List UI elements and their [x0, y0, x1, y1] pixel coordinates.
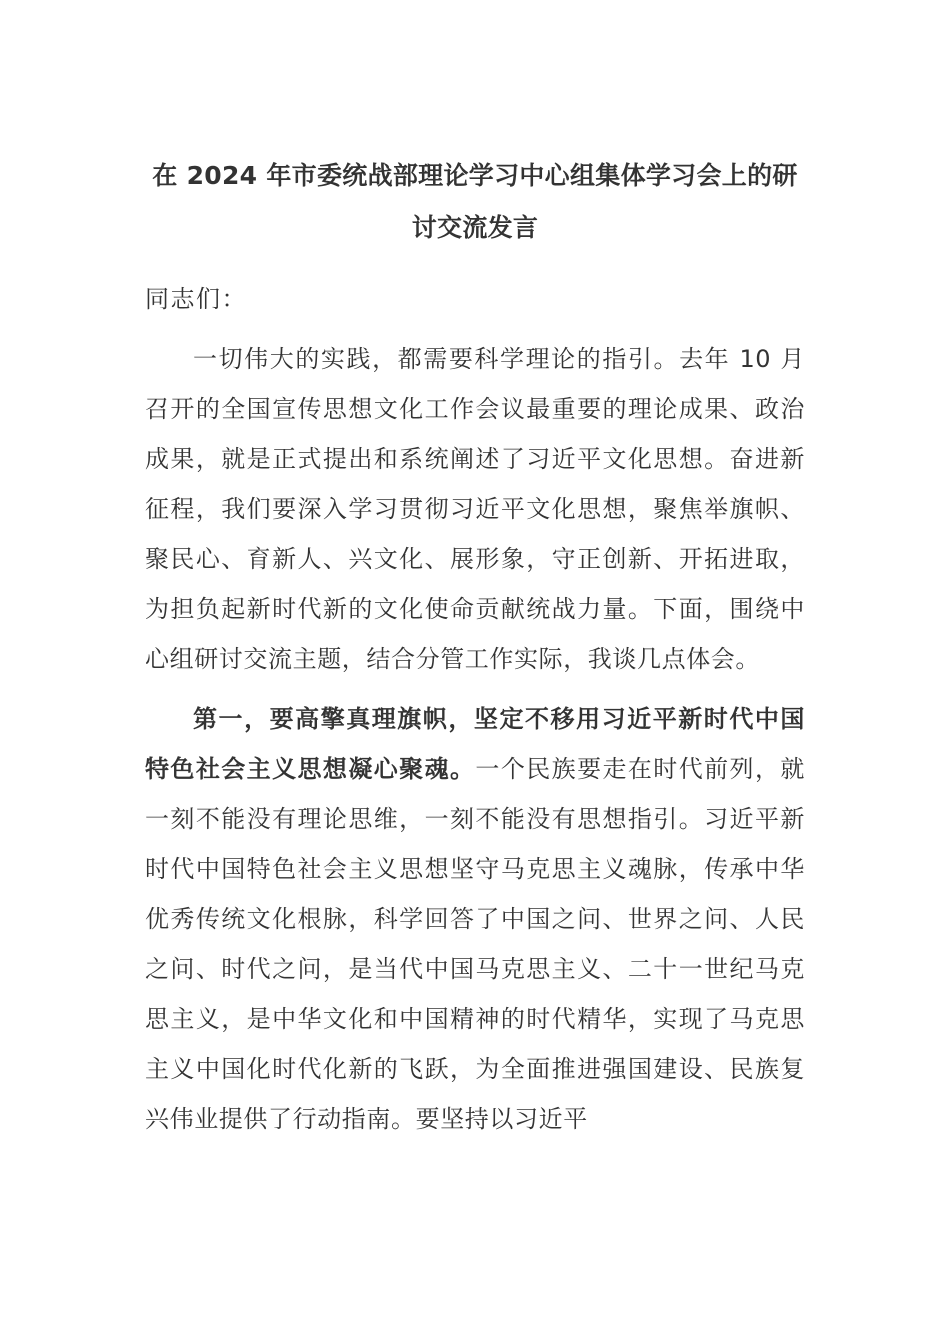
salutation: 同志们：: [145, 285, 247, 313]
title-line-2: 讨交流发言: [411, 213, 539, 242]
paragraph-intro: 一切伟大的实践，都需要科学理论的指引。去年 10 月召开的全国宣传思想文化工作会议最重要的理论成果、政治成果，就是正式提出和系统阐述了习近平文化思想。奋进新征程，我们要深入学习贯彻习近平文化思想，聚焦举旗帜、聚民心、育新人、兴文化、展形象，守正创新、开拓进取，为担负起新时代新的文化使命贡献统战力量。下面，围绕中心组研讨交流主题，结合分管工作实际，我谈几点体会。: [145, 345, 805, 673]
document-page: [145, 150, 805, 1144]
first-point-heading: 第一，要高擎真理旗帜，坚定不移用习近平新时代中国特色社会主义思想凝心聚魂。: [145, 705, 805, 783]
title-line-1: 在 2024 年市委统战部理论学习中心组集体学习会上的研: [152, 161, 798, 190]
first-point-body: 一个民族要走在时代前列，就一刻不能没有理论思维，一刻不能没有思想指引。习近平新时代中国特色社会主义思想坚守马克思主义魂脉，传承中华优秀传统文化根脉，科学回答了中国之问、世界之问、人民之问、时代之问，是当代中国马克思主义、二十一世纪马克思主义，是中华文化和中国精神的时代精华，实现了马克思主义中国化时代化新的飞跃，为全面推进强国建设、民族复兴伟业提供了行动指南。要坚持以习近平: [145, 755, 805, 1133]
document-title: [145, 150, 805, 254]
paragraph-first-point: [145, 694, 805, 1144]
